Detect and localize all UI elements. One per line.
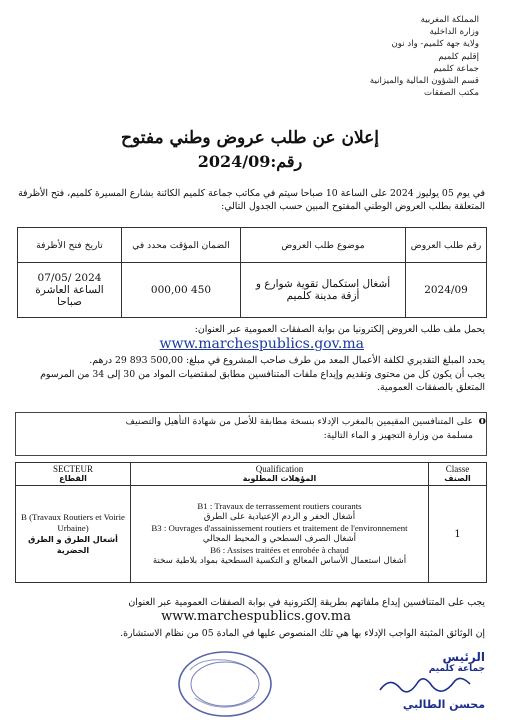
qualification-list bbox=[131, 486, 429, 583]
tender-date bbox=[18, 263, 122, 318]
electronic-submission-paragraph: يجب على المتنافسين إيداع ملفاتهم بطريقة إلكترونية في بوابة الصفقات العمومية عبر العنوان bbox=[128, 597, 485, 608]
tender-table bbox=[17, 227, 487, 318]
document-title bbox=[80, 126, 420, 174]
tender-time-value: الساعة العاشرة صباحا bbox=[35, 284, 104, 308]
letterhead-line: جماعة كلميم bbox=[433, 63, 479, 74]
letterhead-line: المملكة المغربية bbox=[420, 15, 479, 25]
qualification-table-header bbox=[16, 463, 487, 486]
tender-subject: أشغال استكمال تقوية شوارع و أزقة مدينة كلميم bbox=[241, 263, 406, 318]
bullet-icon: o bbox=[478, 414, 486, 427]
letterhead bbox=[279, 14, 479, 99]
letterhead-line: إقليم كلميم bbox=[438, 51, 479, 62]
letterhead-line: مكتب الصفقات bbox=[424, 88, 479, 99]
title-main: إعلان عن طلب عروض وطني مفتوح bbox=[121, 128, 379, 148]
col-subject-header: موضوع طلب العروض bbox=[241, 228, 406, 263]
signatory-title: الرئيس bbox=[442, 650, 485, 664]
letterhead-line: ولاية جهة كلميم- واد نون bbox=[391, 39, 479, 50]
qualification-ar: أشغال استعمال الأساس المعالج و التكسية السطحية بمواد بلاطية سخنة bbox=[152, 556, 407, 566]
sector-header-fr: SECTEUR bbox=[52, 464, 93, 474]
qualification-header-ar: المؤهلات المطلوبة bbox=[242, 474, 317, 483]
class-value: 1 bbox=[429, 486, 487, 583]
col-date-header: تاريخ فتح الأظرفة bbox=[18, 228, 122, 263]
title-reference: رقم:2024/09 bbox=[197, 152, 303, 171]
documents-paragraph: إن الوثائق المثبتة الواجب الإدلاء بها هي تلك المنصوص عليها في المادة 05 من نظام الاستشارة. bbox=[120, 628, 485, 639]
qualification-ar: أشغال الصرف السطحي و المحيط المجالي bbox=[202, 534, 357, 544]
portal-address[interactable]: www.marchespublics.gov.ma bbox=[161, 609, 351, 624]
col-number-header: رقم طلب العروض bbox=[406, 228, 487, 263]
class-header bbox=[429, 463, 487, 486]
qualification-notice-text bbox=[33, 415, 473, 443]
notice-line-1: على المتنافسين المقيمين بالمغرب الإدلاء بنسخة مطابقة للأصل من شهادة التأهيل والتصنيف bbox=[125, 416, 473, 427]
qualification-table bbox=[15, 462, 487, 583]
qualification-fr: B6 : Assises traitées et enrobée à chaud bbox=[210, 545, 349, 555]
class-header-fr: Classe bbox=[445, 464, 470, 474]
sector-value bbox=[16, 486, 131, 583]
notice-line-2: مسلمة من وزارة التجهيز و الماء التالية: bbox=[323, 430, 473, 441]
tender-date-value: 2024 /07/05 bbox=[37, 272, 102, 284]
portal-link[interactable]: www.marchespublics.gov.ma bbox=[159, 336, 364, 352]
download-paragraph: يحمل ملف طلب العروض إلكترونيا من بوابة الصفقات العمومية عبر العنوان: bbox=[194, 324, 485, 335]
letterhead-line: وزارة الداخلية bbox=[429, 27, 479, 38]
col-guarantee-header: الضمان المؤقت محدد في bbox=[122, 228, 241, 263]
signatory-name: محسن الطالبي bbox=[402, 698, 485, 711]
qualification-ar: أشغال الحفر و الردم الإعتيادية على الطرق bbox=[203, 512, 356, 522]
tender-number: 2024/09 bbox=[406, 263, 487, 318]
estimate-paragraph: يحدد المبلغ التقديري لكلفة الأعمال المعد من طرف صاحب المشروع في مبلغ: 500,00 893 29 درهم. bbox=[89, 355, 485, 366]
qualification-fr: B3 : Ouvrages d'assainissement routiers et traitement de l'environnement bbox=[151, 523, 408, 533]
sector-ar: أشغال الطرق و الطرق الحضرية bbox=[28, 535, 118, 555]
tender-guarantee: 450 000,00 bbox=[122, 263, 241, 318]
table-row bbox=[18, 263, 487, 318]
content-paragraph: يجب أن يكون كل من محتوى وتقديم وإيداع ملفات المتنافسين مطابق لمقتضيات المواد من 30 إلى 34 من المرسوم المتعلق بالصفقات العمومية. bbox=[40, 369, 485, 394]
letterhead-line: قسم الشؤون المالية والميزانية bbox=[369, 76, 479, 87]
handwritten-signature bbox=[375, 674, 475, 696]
qualification-header-fr: Qualification bbox=[255, 464, 304, 474]
sector-header bbox=[16, 463, 131, 486]
table-row bbox=[16, 486, 487, 583]
tender-table-header bbox=[18, 228, 487, 263]
class-header-ar: الصنف bbox=[444, 474, 471, 483]
signatory-council: جماعة كلميم bbox=[428, 664, 485, 674]
official-stamp bbox=[150, 640, 300, 720]
qualification-fr: B1 : Travaux de terrassement routiers courants bbox=[197, 501, 362, 511]
qualification-header bbox=[131, 463, 429, 486]
signature-block bbox=[365, 648, 485, 718]
sector-fr: B (Travaux Routiers et Voirie Urbaine) bbox=[21, 512, 125, 533]
intro-paragraph: في يوم 05 يوليوز 2024 على الساعة 10 صباحا سيتم في مكاتب جماعة كلميم الكائنة بشارع المسيرة كلميم، فتح الأظرفة المتعلقة بطلب العروض الوطني المفتوح المبين حسب الجدول التالي: bbox=[18, 188, 485, 213]
sector-header-ar: القطاع bbox=[59, 474, 87, 483]
